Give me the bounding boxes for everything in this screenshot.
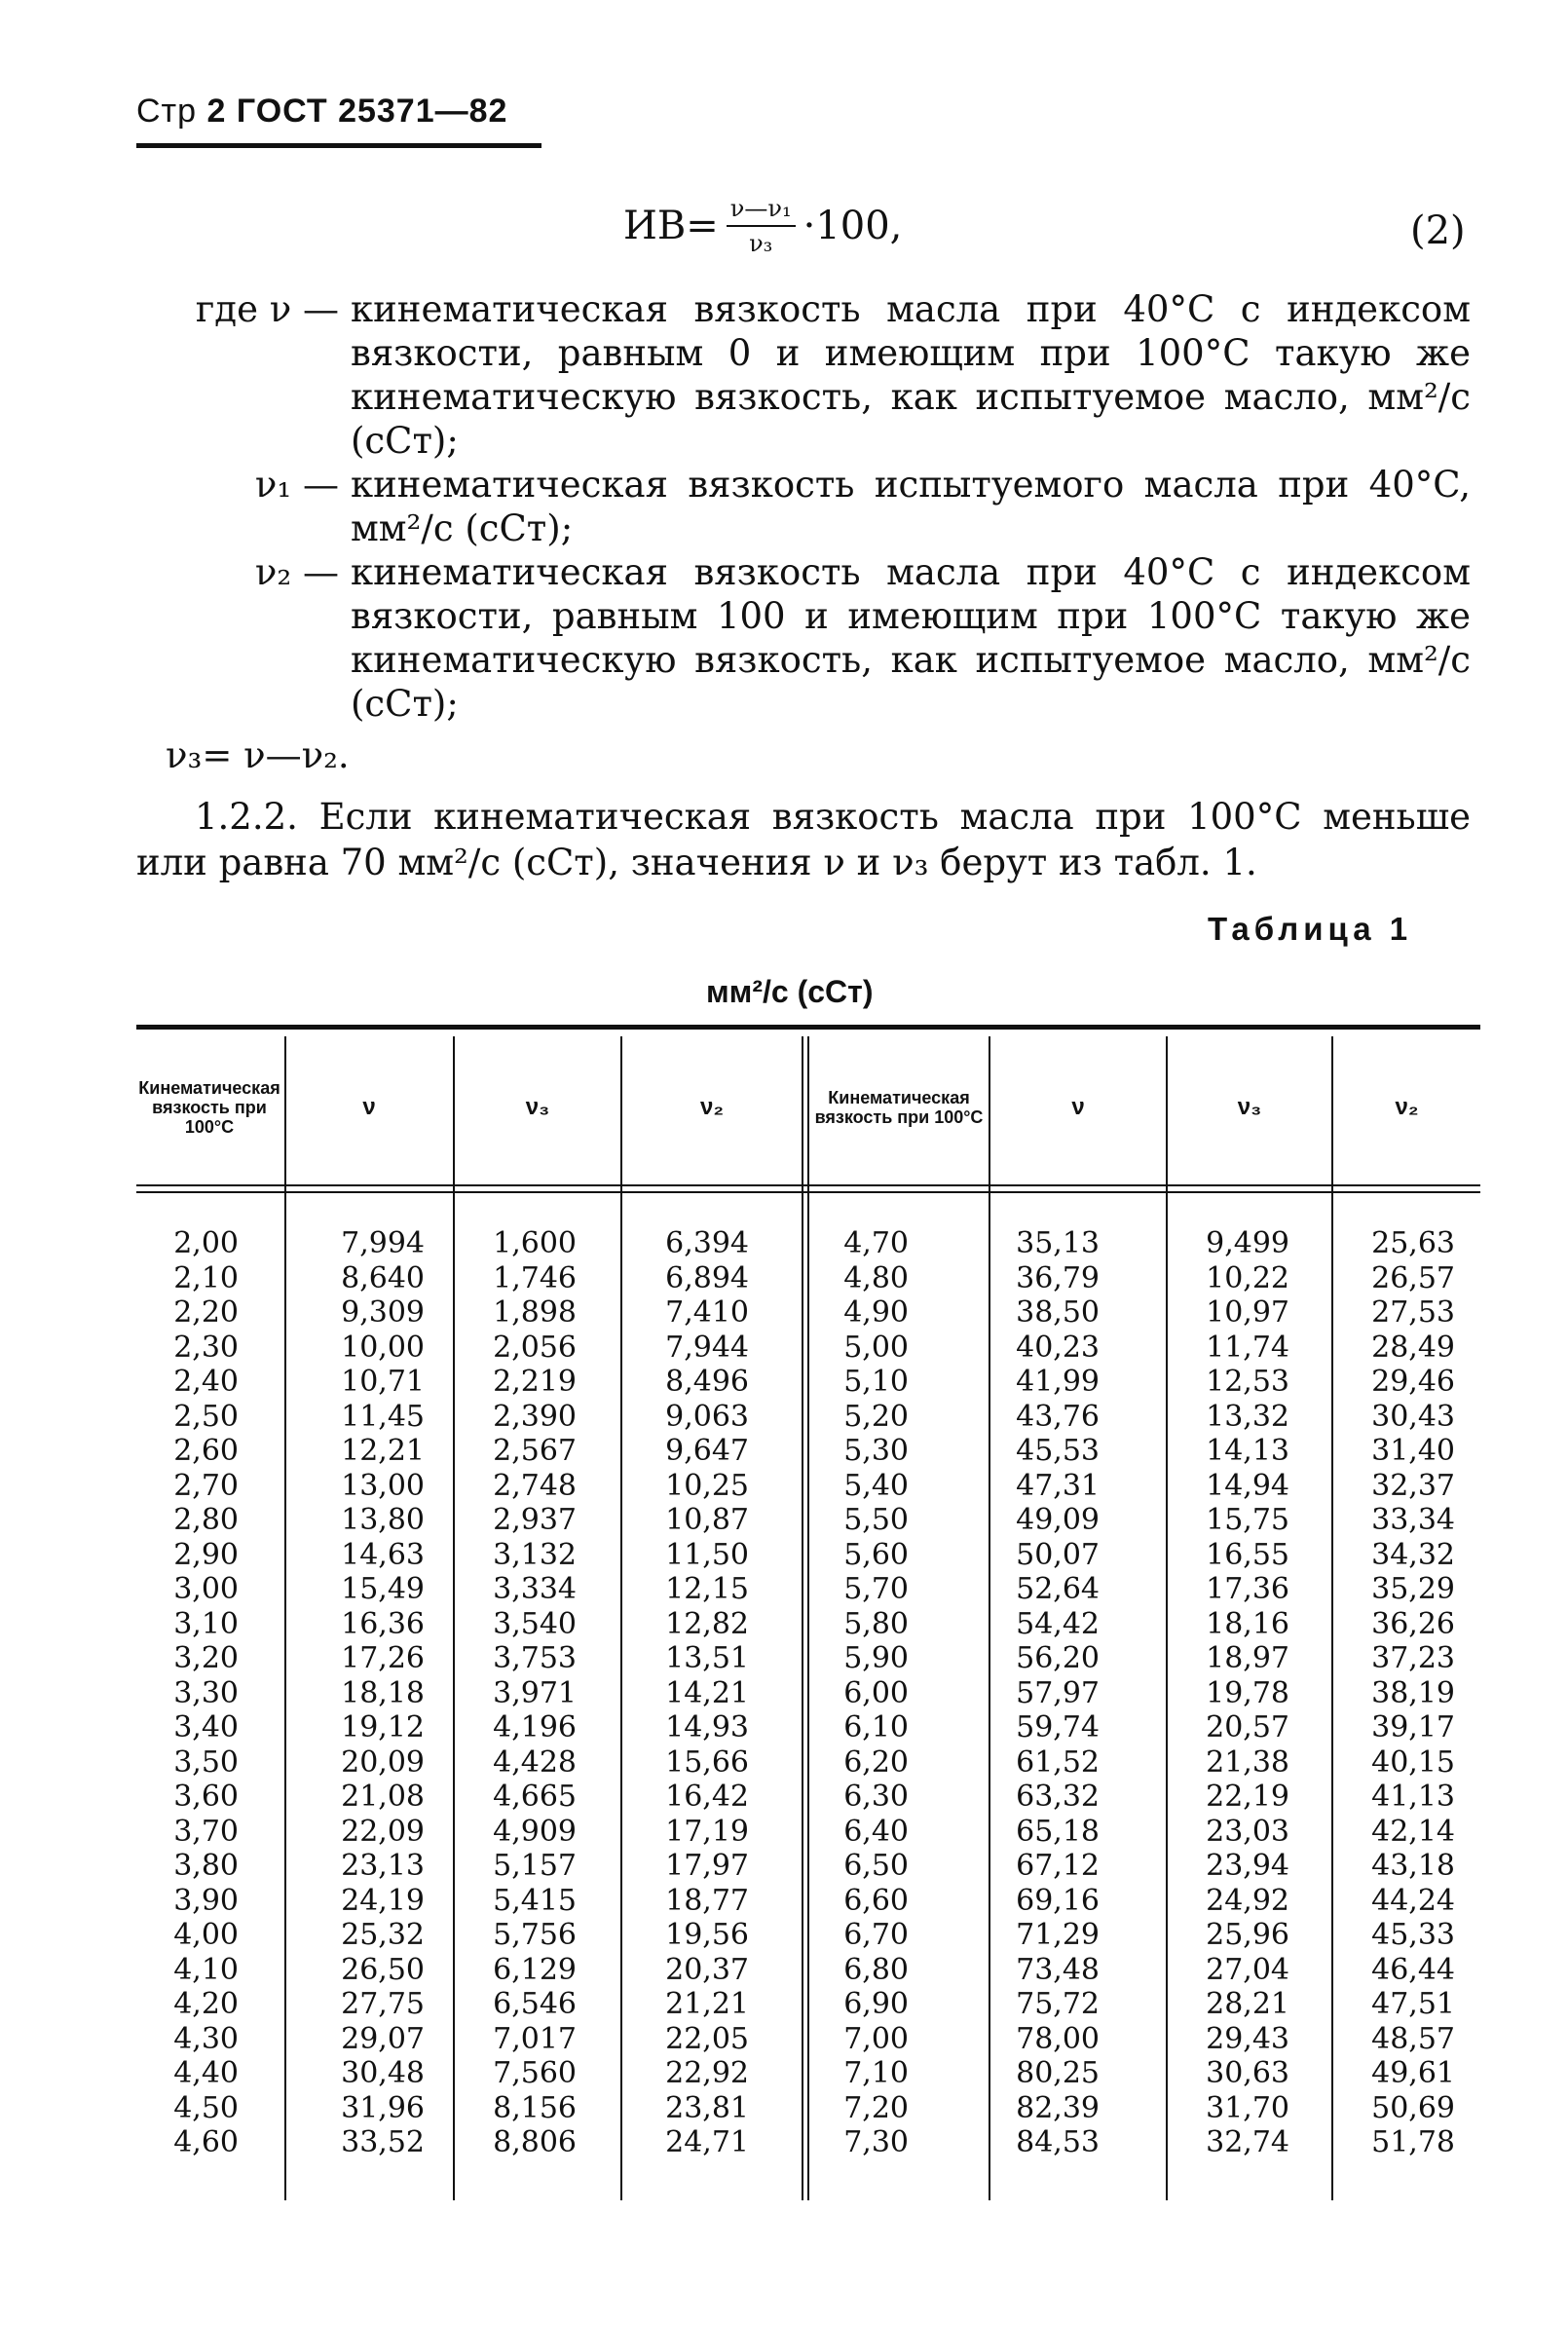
formula-fraction [727,195,796,257]
table-cell: 40,23 [1016,1330,1100,1365]
paragraph-1-2-2: 1.2.2. Если кинематическая вязкость масла при 100°C меньше или равна 70 мм²/с (сСт), значения ν и ν₃ берут из табл. 1. [136,796,1471,883]
table-cell: 75,72 [1016,1987,1100,2021]
table-cell: 56,20 [1016,1641,1100,1675]
table-cell: 16,36 [341,1606,425,1641]
table-cell: 10,71 [341,1365,425,1399]
definition-text: ν—ν₂. [243,734,350,776]
table-cell: 13,80 [341,1503,425,1537]
table-cell: 4,30 [173,2021,239,2056]
table-cell: 22,92 [665,2056,749,2090]
table-cell: 61,52 [1016,1744,1100,1780]
table-cell: 80,25 [1016,2056,1100,2090]
table-cell: 33,52 [341,2125,425,2159]
definition-v2 [166,550,1471,726]
table-cell: 36,79 [1016,1260,1100,1295]
table-cell: 3,971 [493,1675,577,1710]
table-cell: 57,97 [1016,1675,1100,1710]
column-kin-left [136,1226,239,2160]
header-v2-right: ν₂ [1395,1094,1419,1120]
table-cell: 20,37 [665,1952,749,1987]
table-cell: 6,20 [843,1744,909,1780]
column-kin-right [811,1226,909,2160]
table-cell: 2,937 [493,1503,577,1537]
table-cell: 26,50 [341,1952,425,1987]
table-cell: 18,16 [1206,1606,1289,1641]
table-cell: 27,75 [341,1987,425,2021]
table-cell: 7,944 [665,1330,749,1365]
table-cell: 22,09 [341,1814,425,1849]
table-cell: 17,26 [341,1641,425,1675]
table-cell: 4,196 [493,1710,577,1744]
table-cell: 20,57 [1206,1710,1289,1744]
table-cell: 23,94 [1206,1849,1289,1883]
table-cell: 12,82 [665,1606,749,1641]
table-cell: 21,08 [341,1780,425,1814]
table-cell: 63,32 [1016,1780,1100,1814]
table-cell: 15,66 [665,1744,749,1780]
table-cell: 10,22 [1206,1260,1289,1295]
table-cell: 5,415 [493,1883,577,1918]
table-cell: 31,96 [341,2090,425,2125]
table-cell: 38,50 [1016,1295,1100,1330]
table-cell: 54,42 [1016,1606,1100,1641]
table-cell: 4,40 [173,2056,239,2090]
table-cell: 7,994 [341,1226,425,1260]
definition-symbol: ν₃= [166,734,233,776]
table-cell: 4,909 [493,1814,577,1849]
table-cell: 82,39 [1016,2090,1100,2125]
table-cell: 6,10 [843,1710,909,1744]
table-cell: 2,40 [173,1365,239,1399]
table-cell: 23,13 [341,1849,425,1883]
table-cell: 11,74 [1206,1330,1289,1365]
header-v-left: ν [362,1094,376,1120]
table-cell: 29,46 [1371,1365,1455,1399]
table-cell: 7,017 [493,2021,577,2056]
table-cell: 13,51 [665,1641,749,1675]
viscosity-table [136,1025,1480,2203]
table-cell: 2,50 [173,1399,239,1434]
table-cell: 15,75 [1206,1503,1289,1537]
table-cell: 9,063 [665,1399,749,1434]
column-v2-right [1333,1226,1455,2160]
table-cell: 21,38 [1206,1744,1289,1780]
table-cell: 24,92 [1206,1883,1289,1918]
table-top-rule [136,1025,1480,1030]
table-cell: 4,428 [493,1744,577,1780]
table-cell: 84,53 [1016,2125,1100,2159]
table-cell: 14,21 [665,1675,749,1710]
table-cell: 2,748 [493,1468,577,1503]
table-cell: 10,25 [665,1468,749,1503]
table-cell: 71,29 [1016,1918,1100,1952]
table-cell: 25,96 [1206,1918,1289,1952]
table-cell: 45,53 [1016,1434,1100,1468]
table-cell: 12,15 [665,1572,749,1606]
table-cell: 7,30 [843,2125,909,2159]
column-v3-left [455,1226,577,2160]
table-cell: 38,19 [1371,1675,1455,1710]
table-cell: 5,60 [843,1537,909,1572]
table-cell: 3,80 [173,1849,239,1883]
table-cell: 4,20 [173,1987,239,2021]
table-cell: 67,12 [1016,1849,1100,1883]
table-cell: 1,746 [493,1260,577,1295]
table-cell: 8,496 [665,1365,749,1399]
table-cell: 41,99 [1016,1365,1100,1399]
table-cell: 3,70 [173,1814,239,1849]
table-cell: 4,90 [843,1295,909,1330]
table-cell: 49,61 [1371,2056,1455,2090]
table-cell: 32,74 [1206,2125,1289,2159]
table-cell: 5,20 [843,1399,909,1434]
table-cell: 37,23 [1371,1641,1455,1675]
formula [623,195,902,257]
table-cell: 35,29 [1371,1572,1455,1606]
table-cell: 8,156 [493,2090,577,2125]
table-cell: 50,07 [1016,1537,1100,1572]
definitions [166,287,1471,777]
header-rule [136,143,541,148]
table-cell: 43,76 [1016,1399,1100,1434]
table-cell: 6,394 [665,1226,749,1260]
table-cell: 5,00 [843,1330,909,1365]
table-cell: 14,63 [341,1537,425,1572]
table-cell: 5,70 [843,1572,909,1606]
table-cell: 2,567 [493,1434,577,1468]
table-cell: 2,390 [493,1399,577,1434]
table-cell: 24,71 [665,2125,749,2159]
table-cell: 18,77 [665,1883,749,1918]
table-cell: 3,50 [173,1744,239,1780]
table-cell: 4,665 [493,1780,577,1814]
table-cell: 5,80 [843,1606,909,1641]
table-cell: 10,97 [1206,1295,1289,1330]
table-cell: 6,70 [843,1918,909,1952]
table-cell: 28,21 [1206,1987,1289,2021]
table-cell: 32,37 [1371,1468,1455,1503]
table-cell: 4,00 [173,1918,239,1952]
table-cell: 5,40 [843,1468,909,1503]
table-cell: 3,20 [173,1641,239,1675]
table-cell: 13,00 [341,1468,425,1503]
table-cell: 31,70 [1206,2090,1289,2125]
table-cell: 7,10 [843,2056,909,2090]
table-cell: 5,90 [843,1641,909,1675]
header-kin-viscosity-right: Кинематическая вязкость при 100°С [814,1088,984,1127]
header-v3-left: ν₃ [525,1094,550,1120]
table-cell: 52,64 [1016,1572,1100,1606]
table-cell: 22,19 [1206,1780,1289,1814]
table-cell: 5,30 [843,1434,909,1468]
table-cell: 14,13 [1206,1434,1289,1468]
table-cell: 2,00 [173,1226,239,1260]
table-cell: 25,63 [1371,1226,1455,1260]
table-cell: 7,410 [665,1295,749,1330]
table-cell: 30,63 [1206,2056,1289,2090]
table-cell: 23,81 [665,2090,749,2125]
table-cell: 5,756 [493,1918,577,1952]
table-cell: 30,43 [1371,1399,1455,1434]
table-cell: 14,93 [665,1710,749,1744]
table-cell: 6,00 [843,1675,909,1710]
page-label: Стр [136,93,198,130]
table-cell: 73,48 [1016,1952,1100,1987]
table-cell: 4,10 [173,1952,239,1987]
table-cell: 3,30 [173,1675,239,1710]
table-cell: 2,20 [173,1295,239,1330]
table-cell: 2,30 [173,1330,239,1365]
table-cell: 33,34 [1371,1503,1455,1537]
definition-v1 [166,463,1471,550]
table-cell: 3,90 [173,1883,239,1918]
table-cell: 18,97 [1206,1641,1289,1675]
definition-v3 [166,733,1471,777]
table-cell: 50,69 [1371,2090,1455,2125]
table-cell: 6,50 [843,1849,909,1883]
formula-numerator: ν—ν₁ [727,195,796,227]
table-cell: 7,560 [493,2056,577,2090]
table-cell: 25,32 [341,1918,425,1952]
table-cell: 48,57 [1371,2021,1455,2056]
table-cell: 34,32 [1371,1537,1455,1572]
table-cell: 6,40 [843,1814,909,1849]
table-cell: 4,50 [173,2090,239,2125]
table-cell: 9,499 [1206,1226,1289,1260]
table-cell: 9,309 [341,1295,425,1330]
table-cell: 6,90 [843,1987,909,2021]
table-cell: 40,15 [1371,1744,1455,1780]
table-cell: 19,78 [1206,1675,1289,1710]
table-cell: 10,00 [341,1330,425,1365]
table-cell: 11,45 [341,1399,425,1434]
formula-rhs: ·100, [803,204,903,248]
table-cell: 3,60 [173,1780,239,1814]
table-cell: 6,80 [843,1952,909,1987]
table-cell: 2,80 [173,1503,239,1537]
table-cell: 78,00 [1016,2021,1100,2056]
table-cell: 4,70 [843,1226,909,1260]
table-cell: 18,18 [341,1675,425,1710]
table-cell: 49,09 [1016,1503,1100,1537]
definition-text: кинематическая вязкость масла при 40°C с индексом вязкости, равным 0 и имеющим при 100°C такую же кинематическую вязкость, как испытуемое масло, мм²/с (сСт); [351,288,1471,462]
table-cell: 59,74 [1016,1710,1100,1744]
table-cell: 13,32 [1206,1399,1289,1434]
table-cell: 29,43 [1206,2021,1289,2056]
table-cell: 2,10 [173,1260,239,1295]
table-cell: 2,219 [493,1365,577,1399]
column-double-divider [802,1036,809,2200]
table-cell: 42,14 [1371,1814,1455,1849]
header-kin-viscosity-left: Кинематическая вязкость при 100°С [138,1078,280,1137]
table-units: мм²/с (сСт) [706,974,874,1009]
table-cell: 47,51 [1371,1987,1455,2021]
table-cell: 31,40 [1371,1434,1455,1468]
definition-text: кинематическая вязкость масла при 40°C с индексом вязкости, равным 100 и имеющим при 100°C такую же кинематическую вязкость, как испытуемое масло, мм²/с (сСт); [351,551,1471,725]
table-cell: 26,57 [1371,1260,1455,1295]
table-cell: 2,90 [173,1537,239,1572]
table-cell: 23,03 [1206,1814,1289,1849]
page-number: 2 [206,93,227,130]
table-cell: 44,24 [1371,1883,1455,1918]
table-cell: 6,129 [493,1952,577,1987]
table-cell: 39,17 [1371,1710,1455,1744]
table-cell: 24,19 [341,1883,425,1918]
definition-symbol: ν₁ — [254,464,339,506]
header-v2-left: ν₂ [699,1094,724,1120]
equation-number: (2) [1410,208,1466,253]
column-v3-right [1168,1226,1289,2160]
table-cell: 28,49 [1371,1330,1455,1365]
table-cell: 65,18 [1016,1814,1100,1849]
definition-symbol: где ν — [195,288,339,330]
table-cell: 41,13 [1371,1780,1455,1814]
table-cell: 19,56 [665,1918,749,1952]
definition-text: кинематическая вязкость испытуемого масла при 40°C, мм²/с (сСт); [351,464,1471,549]
table-cell: 3,753 [493,1641,577,1675]
table-cell: 3,10 [173,1606,239,1641]
formula-lhs: ИВ= [623,204,719,248]
table-cell: 43,18 [1371,1849,1455,1883]
table-cell: 17,97 [665,1849,749,1883]
table-cell: 5,50 [843,1503,909,1537]
table-cell: 1,600 [493,1226,577,1260]
column-v2-left [622,1226,749,2160]
table-cell: 12,53 [1206,1365,1289,1399]
table-cell: 2,056 [493,1330,577,1365]
table-cell: 6,894 [665,1260,749,1295]
table-cell: 35,13 [1016,1226,1100,1260]
standard-code: ГОСТ 25371—82 [236,93,508,130]
table-cell: 15,49 [341,1572,425,1606]
header-v3-right: ν₃ [1237,1094,1262,1120]
table-cell: 20,09 [341,1744,425,1780]
table-cell: 9,647 [665,1434,749,1468]
table-cell: 1,898 [493,1295,577,1330]
table-cell: 2,60 [173,1434,239,1468]
table-cell: 51,78 [1371,2125,1455,2159]
table-cell: 30,48 [341,2056,425,2090]
table-cell: 16,55 [1206,1537,1289,1572]
definition-v [166,287,1471,463]
table-cell: 6,60 [843,1883,909,1918]
table-cell: 45,33 [1371,1918,1455,1952]
table-cell: 8,640 [341,1260,425,1295]
table-cell: 3,00 [173,1572,239,1606]
table-cell: 11,50 [665,1537,749,1572]
column-v-left [286,1226,425,2160]
table-cell: 36,26 [1371,1606,1455,1641]
table-cell: 16,42 [665,1780,749,1814]
table-cell: 6,546 [493,1987,577,2021]
table-cell: 2,70 [173,1468,239,1503]
table-cell: 27,04 [1206,1952,1289,1987]
formula-denominator: ν₃ [749,230,773,257]
table-cell: 4,60 [173,2125,239,2159]
table-cell: 5,10 [843,1365,909,1399]
table-cell: 27,53 [1371,1295,1455,1330]
table-cell: 21,21 [665,1987,749,2021]
table-cell: 7,00 [843,2021,909,2056]
table-cell: 3,40 [173,1710,239,1744]
page-header [136,93,507,131]
table-cell: 7,20 [843,2090,909,2125]
definition-symbol: ν₂ — [254,551,339,593]
table-cell: 22,05 [665,2021,749,2056]
table-cell: 6,30 [843,1780,909,1814]
table-cell: 5,157 [493,1849,577,1883]
table-cell: 12,21 [341,1434,425,1468]
table-cell: 3,334 [493,1572,577,1606]
column-v-right [990,1226,1100,2160]
table-cell: 4,80 [843,1260,909,1295]
table-cell: 47,31 [1016,1468,1100,1503]
table-cell: 69,16 [1016,1883,1100,1918]
table-cell: 46,44 [1371,1952,1455,1987]
table-cell: 10,87 [665,1503,749,1537]
header-v-right: ν [1071,1094,1085,1120]
table-cell: 17,19 [665,1814,749,1849]
table-label: Таблица 1 [1208,911,1413,947]
table-cell: 29,07 [341,2021,425,2056]
table-cell: 19,12 [341,1710,425,1744]
table-cell: 3,132 [493,1537,577,1572]
table-cell: 8,806 [493,2125,577,2159]
table-cell: 17,36 [1206,1572,1289,1606]
table-cell: 14,94 [1206,1468,1289,1503]
table-cell: 3,540 [493,1606,577,1641]
